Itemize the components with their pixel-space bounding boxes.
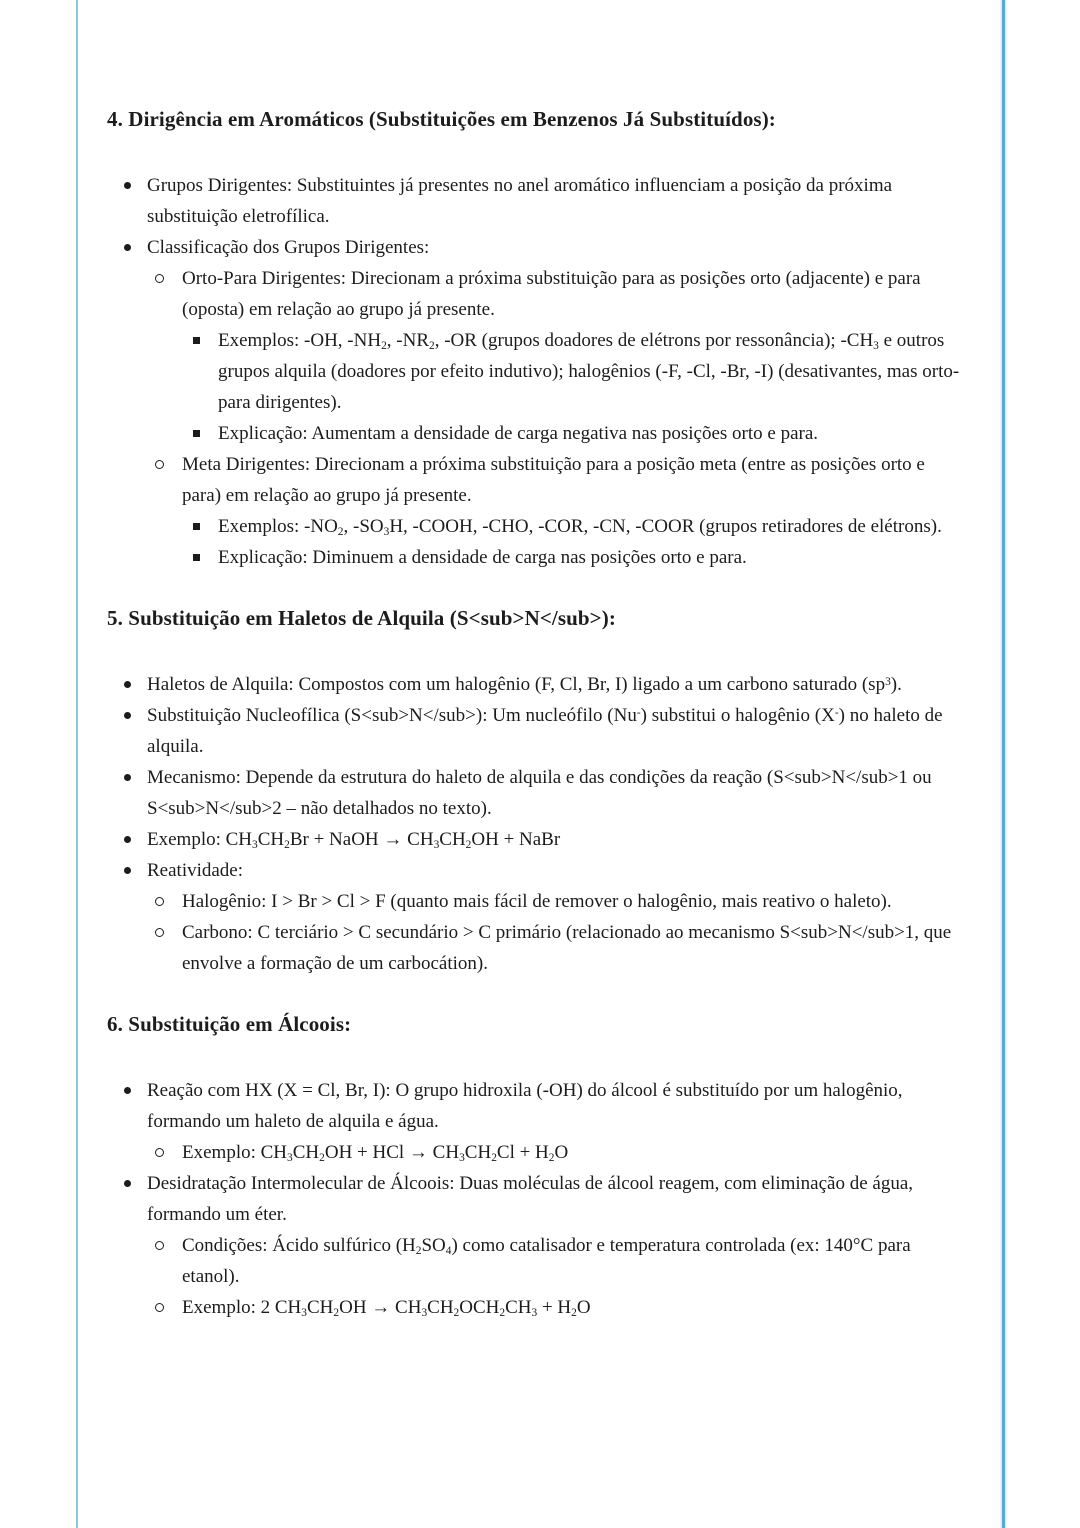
- list-item: [182, 1230, 967, 1292]
- list-item-text: Explicação: Aumentam a densidade de carga negativa nas posições orto e para.: [218, 423, 819, 444]
- list-item-text: Classificação dos Grupos Dirigentes:: [147, 237, 430, 258]
- list-item-text: Explicação: Diminuem a densidade de carga nas posições orto e para.: [218, 547, 747, 568]
- list-item-text: Carbono: C terciário > C secundário > C primário (relacionado ao mecanismo S<sub>N</sub>1, que envolve a formação de um carbocátion).: [182, 922, 952, 974]
- list-item: [147, 232, 967, 573]
- list-item-text: Reação com HX (X = Cl, Br, I): O grupo hidroxila (-OH) do álcool é substituído por um halogênio, formando um haleto de alquila e água.: [147, 1080, 903, 1132]
- page-right-border: [1002, 0, 1005, 1528]
- nested-list: [147, 1137, 967, 1168]
- nested-list: [147, 1230, 967, 1323]
- list-item-text: Exemplo: 2 $CH_3CH_2OH \to CH_3CH_2OCH_2CH_3 + H_2O$: [182, 1297, 591, 1319]
- list-item-text: Orto-Para Dirigentes: Direcionam a próxima substituição para as posições orto (adjacente) e para (oposta) em relação ao grupo já presente.: [182, 268, 921, 320]
- list-item-text: Desidratação Intermolecular de Álcoois: Duas moléculas de álcool reagem, com eliminação de água, formando um éter.: [147, 1173, 914, 1225]
- list-item-text: Grupos Dirigentes: Substituintes já presentes no anel aromático influenciam a posição da próxima substituição eletrofílica.: [147, 175, 893, 227]
- section-6-list: [107, 1075, 967, 1323]
- list-item: [147, 824, 967, 855]
- list-item-text: Exemplos: $-NO_2$, $-SO_3H$, -COOH, -CHO, -COR, -CN, -COOR (grupos retiradores de elétrons).: [218, 516, 942, 538]
- list-item: [147, 170, 967, 232]
- list-item-text: Exemplos: -OH, $-NH_2$, $-NR_2$, -OR (grupos doadores de elétrons por ressonância); $-CH_3$ e outros grupos alquila (doadores por efeito indutivo); halogênios (-F, -Cl, -Br, -I) (desativantes, mas orto-para dirigentes).: [218, 330, 960, 413]
- list-item-text: Meta Dirigentes: Direcionam a próxima substituição para a posição meta (entre as posições orto e para) em relação ao grupo já presente.: [182, 454, 925, 506]
- list-item: [182, 449, 967, 573]
- list-item-text: Substituição Nucleofílica (S<sub>N</sub>): Um nucleófilo (Nu-) substitui o halogênio (X-) no haleto de alquila.: [147, 705, 943, 757]
- list-item-text: Exemplo: $CH_3CH_2OH$ + HCl → $CH_3CH_2Cl + H_2O$: [182, 1142, 569, 1164]
- list-item: [182, 263, 967, 449]
- section-4-list: [107, 170, 967, 573]
- document-content: [107, 104, 967, 1323]
- page-left-border: [76, 0, 78, 1528]
- list-item: [147, 855, 967, 979]
- list-item-text: Mecanismo: Depende da estrutura do haleto de alquila e das condições da reação (S<sub>N</sub>1 ou S<sub>N</sub>2 – não detalhados no texto).: [147, 767, 932, 819]
- list-item: [218, 542, 967, 573]
- list-item: [147, 762, 967, 824]
- list-item-text: Reatividade:: [147, 860, 244, 881]
- list-item-text: Halogênio: I > Br > Cl > F (quanto mais fácil de remover o halogênio, mais reativo o haleto).: [182, 891, 892, 912]
- list-item: [182, 886, 967, 917]
- list-item: [218, 511, 967, 542]
- nested-list: [147, 886, 967, 979]
- nested-list: [182, 325, 967, 449]
- list-item-text: Haletos de Alquila: Compostos com um halogênio (F, Cl, Br, I) ligado a um carbono saturado $(sp^3)$.: [147, 674, 902, 695]
- nested-list: [182, 511, 967, 573]
- list-item: [147, 1168, 967, 1323]
- section-4-heading: 4. Dirigência em Aromáticos (Substituições em Benzenos Já Substituídos):: [107, 107, 776, 131]
- list-item: [218, 325, 967, 418]
- list-item: [218, 418, 967, 449]
- list-item-text: Condições: Ácido sulfúrico $(H_2SO_4)$ como catalisador e temperatura controlada (ex: 140°C para etanol).: [182, 1235, 911, 1287]
- section-5-list: [107, 669, 967, 979]
- list-item: [147, 669, 967, 700]
- list-item: [182, 1292, 967, 1323]
- list-item: [182, 1137, 967, 1168]
- list-item-text: Exemplo: $CH_3CH_2Br$ + NaOH → $CH_3CH_2OH$ + NaBr: [147, 829, 561, 851]
- section-6-heading: 6. Substituição em Álcoois:: [107, 1012, 352, 1036]
- nested-list: [147, 263, 967, 573]
- list-item: [147, 700, 967, 762]
- list-item: [182, 917, 967, 979]
- list-item: [147, 1075, 967, 1168]
- section-5-heading: 5. Substituição em Haletos de Alquila (S<sub>N</sub>):: [107, 606, 616, 630]
